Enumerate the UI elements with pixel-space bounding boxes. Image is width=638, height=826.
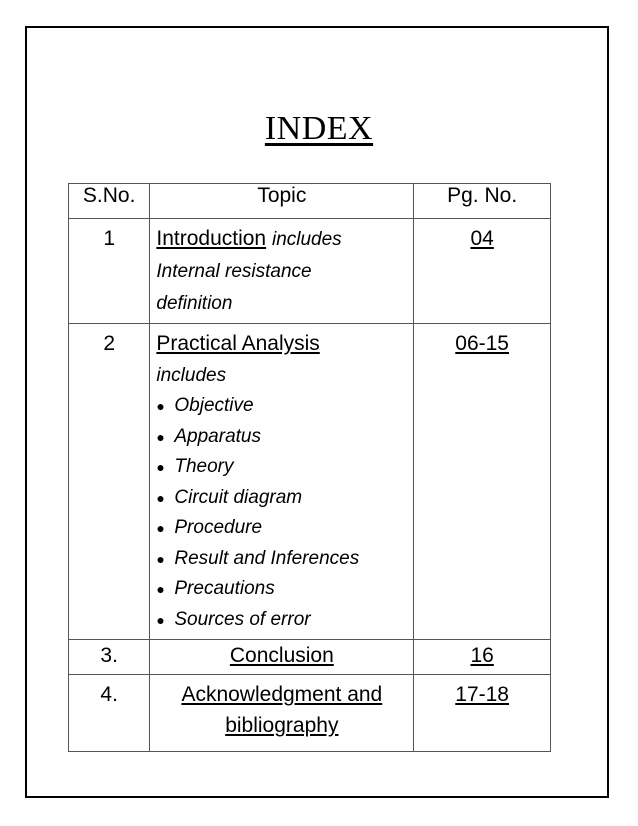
header-page: Pg. No. — [414, 184, 551, 219]
list-item: ● Precautions — [156, 574, 407, 605]
table-row — [69, 640, 551, 675]
row-sno: 1 — [103, 227, 116, 250]
bullet-icon: ● — [156, 581, 165, 597]
row-includes: includes — [271, 229, 342, 250]
table-header-row — [69, 184, 551, 219]
page-title: INDEX — [264, 110, 374, 147]
row-sno: 3. — [100, 644, 118, 667]
row-topic-link[interactable]: Introduction — [156, 227, 267, 250]
row-page-link[interactable]: 06-15 — [455, 332, 509, 355]
row-page-link[interactable]: 16 — [470, 644, 494, 667]
bullet-icon: ● — [156, 520, 165, 536]
table-row — [69, 219, 551, 324]
bullet-icon: ● — [156, 459, 165, 475]
list-item: ● Procedure — [156, 513, 407, 544]
table-row — [69, 324, 551, 640]
bullet-icon: ● — [156, 398, 165, 414]
row-note: Internal resistance — [156, 261, 312, 282]
subtopic-list — [156, 391, 407, 635]
row-topic-link[interactable]: Acknowledgment and — [181, 683, 383, 706]
header-sno: S.No. — [69, 184, 150, 219]
header-topic: Topic — [150, 184, 414, 219]
list-item: ● Circuit diagram — [156, 483, 407, 514]
bullet-icon: ● — [156, 550, 165, 567]
row-page-link[interactable]: 04 — [470, 227, 494, 250]
row-sno: 2 — [103, 332, 116, 355]
list-item: ● Objective — [156, 391, 407, 422]
row-topic-link[interactable]: bibliography — [225, 714, 339, 737]
row-note: definition — [156, 293, 233, 314]
list-item: ● Theory — [156, 452, 407, 483]
list-item: ● Sources of error — [156, 605, 407, 636]
row-topic-link[interactable]: Practical Analysis — [156, 332, 320, 355]
row-topic-link[interactable]: Conclusion — [229, 644, 334, 667]
row-sno: 4. — [100, 683, 118, 706]
bullet-icon: ● — [156, 611, 165, 628]
bullet-icon: ● — [156, 428, 165, 445]
row-page-link[interactable]: 17-18 — [455, 683, 509, 706]
table-row — [69, 675, 551, 752]
list-item: ● Apparatus — [156, 422, 407, 453]
bullet-icon: ● — [156, 489, 165, 506]
index-table — [68, 183, 551, 752]
row-includes: includes — [156, 365, 227, 386]
list-item: ● Result and Inferences — [156, 544, 407, 575]
